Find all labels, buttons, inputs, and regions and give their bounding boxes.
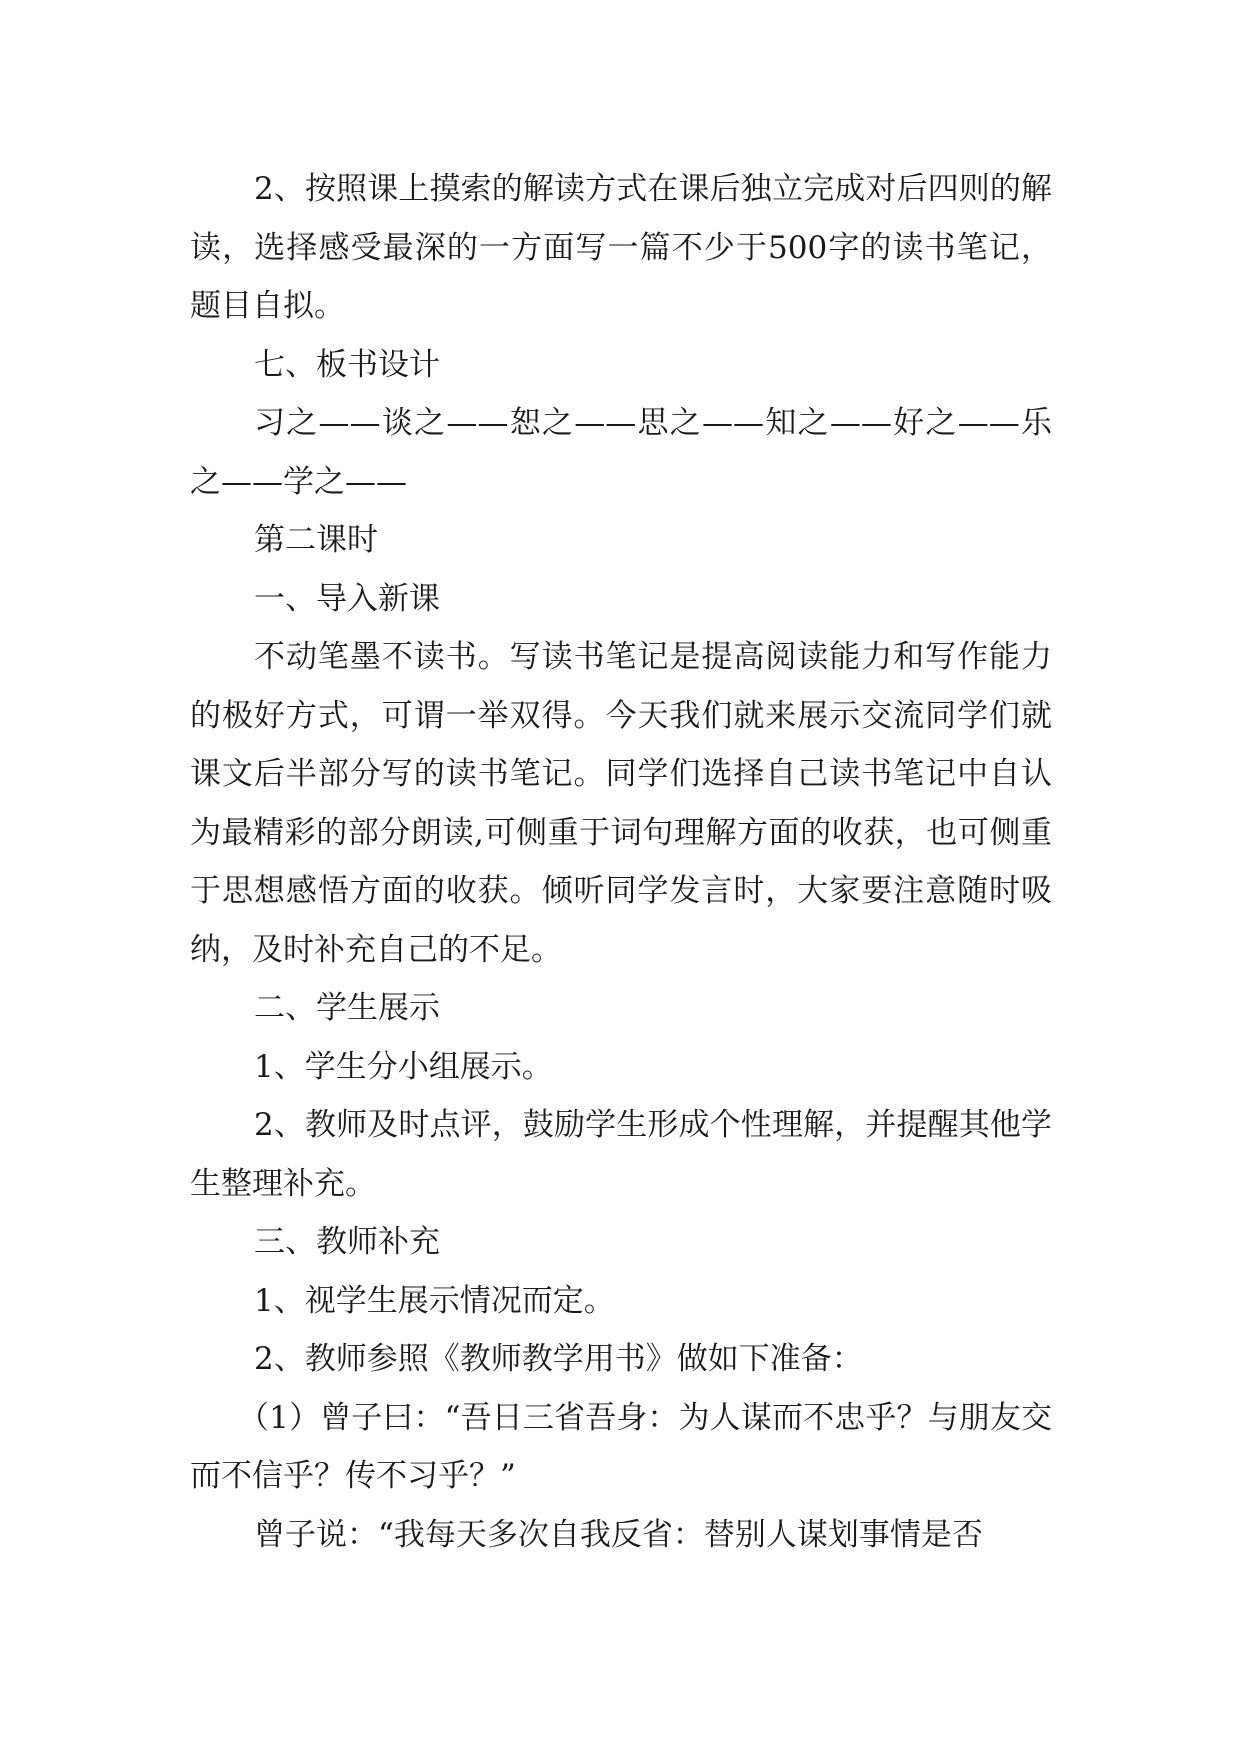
board-design-line: 习之——谈之——恕之——思之——知之——好之——乐之——学之—— xyxy=(190,405,1052,500)
supplement-item-1: 1、视学生展示情况而定。 xyxy=(254,1282,615,1319)
translation-paragraph: 曾子说：“我每天多次自我反省：替别人谋划事情是否 xyxy=(254,1516,983,1553)
presentation-item-2: 2、教师及时点评，鼓励学生形成个性理解，并提醒其他学生整理补充。 xyxy=(190,1107,1052,1202)
section-heading-board-design: 七、板书设计 xyxy=(254,346,440,383)
presentation-item-1: 1、学生分小组展示。 xyxy=(254,1048,553,1085)
lesson-heading-second-period: 第二课时 xyxy=(254,522,378,558)
introduction-paragraph: 不动笔墨不读书。写读书笔记是提高阅读能力和写作能力的极好方式，可谓一举双得。今天我们就来展示交流同学们就课文后半部分写的读书笔记。同学们选择自己读书笔记中自认为最精彩的部分朗读,可侧重于词句理解方面的收获，也可侧重于思想感悟方面的收获。倾听同学发言时，大家要注意随时吸纳，及时补充自己的不足。 xyxy=(190,639,1052,968)
assignment-paragraph: 2、按照课上摸索的解读方式在课后独立完成对后四则的解读，选择感受最深的一方面写一篇不少于500字的读书笔记，题目自拟。 xyxy=(190,171,1052,324)
document-body xyxy=(190,160,1052,1564)
section-heading-teacher-supplement: 三、教师补充 xyxy=(254,1224,440,1260)
supplement-item-2: 2、教师参照《教师教学用书》做如下准备： xyxy=(254,1341,863,1377)
section-heading-student-presentation: 二、学生展示 xyxy=(254,990,440,1026)
section-heading-introduction: 一、导入新课 xyxy=(254,580,440,617)
quote-paragraph: （1）曾子曰：“吾日三省吾身：为人谋而不忠乎？与朋友交而不信乎？传不习乎？” xyxy=(190,1399,1052,1494)
